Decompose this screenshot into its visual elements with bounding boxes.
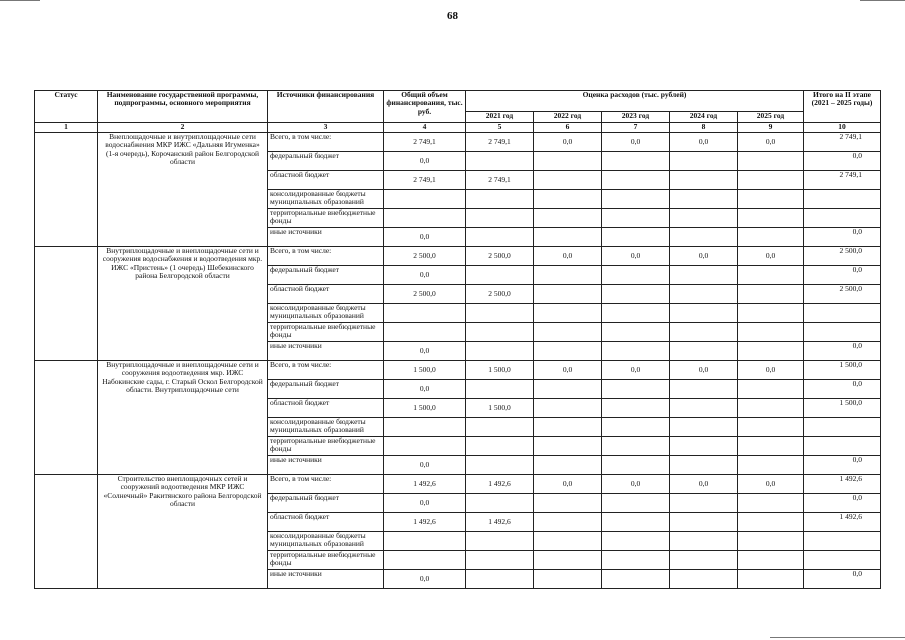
year-2023-cell — [602, 494, 670, 513]
header-year-2021: 2021 год — [466, 112, 534, 123]
total-cell — [384, 323, 466, 342]
column-number: 5 — [466, 123, 534, 133]
year-2022-cell: 0,0 — [534, 361, 602, 380]
source-cell: иные источники — [268, 228, 384, 247]
year-2024-cell — [670, 456, 738, 475]
year-2023-cell — [602, 152, 670, 171]
year-2024-cell — [670, 171, 738, 190]
year-2025-cell — [738, 532, 804, 551]
column-number: 1 — [35, 123, 98, 133]
stage-total-cell: 0,0 — [804, 152, 881, 171]
total-cell: 0,0 — [384, 228, 466, 247]
scan-edge-bottom — [770, 637, 905, 638]
year-2025-cell — [738, 209, 804, 228]
year-2021-cell — [466, 304, 534, 323]
stage-total-cell: 1 492,6 — [804, 513, 881, 532]
stage-total-cell: 1 500,0 — [804, 361, 881, 380]
year-2023-cell — [602, 399, 670, 418]
total-cell: 0,0 — [384, 456, 466, 475]
source-cell: областной бюджет — [268, 399, 384, 418]
stage-total-cell: 0,0 — [804, 494, 881, 513]
source-cell: федеральный бюджет — [268, 266, 384, 285]
year-2022-cell — [534, 171, 602, 190]
year-2021-cell: 1 492,6 — [466, 475, 534, 494]
source-cell: областной бюджет — [268, 513, 384, 532]
year-2021-cell — [466, 494, 534, 513]
year-2021-cell — [466, 570, 534, 589]
scan-edge-top — [0, 0, 40, 1]
year-2022-cell — [534, 380, 602, 399]
total-cell: 1 492,6 — [384, 475, 466, 494]
source-cell: Всего, в том числе: — [268, 247, 384, 266]
column-number: 9 — [738, 123, 804, 133]
year-2021-cell — [466, 380, 534, 399]
source-cell: территориальные внебюджетные фонды — [268, 209, 384, 228]
year-2022-cell — [534, 209, 602, 228]
year-2024-cell: 0,0 — [670, 247, 738, 266]
source-cell: федеральный бюджет — [268, 380, 384, 399]
year-2022-cell: 0,0 — [534, 133, 602, 152]
total-cell — [384, 532, 466, 551]
total-cell: 0,0 — [384, 494, 466, 513]
source-cell: иные источники — [268, 456, 384, 475]
total-cell: 0,0 — [384, 380, 466, 399]
column-number: 4 — [384, 123, 466, 133]
year-2023-cell — [602, 209, 670, 228]
year-2025-cell — [738, 266, 804, 285]
year-2023-cell — [602, 551, 670, 570]
total-cell — [384, 209, 466, 228]
year-2024-cell — [670, 418, 738, 437]
year-2021-cell — [466, 323, 534, 342]
year-2022-cell — [534, 323, 602, 342]
source-cell: консолидированные бюджеты муниципальных образований — [268, 418, 384, 437]
source-cell: консолидированные бюджеты муниципальных образований — [268, 304, 384, 323]
year-2023-cell — [602, 285, 670, 304]
year-2021-cell — [466, 228, 534, 247]
header-name: Наименование государственной программы, подпрограммы, основного мероприятия — [98, 91, 268, 123]
year-2025-cell — [738, 494, 804, 513]
year-2021-cell — [466, 437, 534, 456]
year-2024-cell — [670, 399, 738, 418]
program-name: Внутриплощадочные и внеплощадочные сети и сооружения водоснабжения и водоотведения мкр. ИЖС «Пристень» (1 очередь) Шебекинского района Белгородской области — [98, 247, 268, 361]
program-row — [35, 247, 881, 266]
year-2024-cell — [670, 437, 738, 456]
year-2022-cell — [534, 304, 602, 323]
status-cell — [35, 133, 98, 247]
budget-table — [34, 90, 881, 589]
total-cell: 1 500,0 — [384, 399, 466, 418]
source-cell: иные источники — [268, 570, 384, 589]
year-2025-cell: 0,0 — [738, 133, 804, 152]
year-2025-cell — [738, 456, 804, 475]
source-cell: территориальные внебюджетные фонды — [268, 551, 384, 570]
year-2022-cell — [534, 494, 602, 513]
year-2025-cell — [738, 285, 804, 304]
total-cell: 2 500,0 — [384, 285, 466, 304]
year-2025-cell: 0,0 — [738, 475, 804, 494]
source-cell: территориальные внебюджетные фонды — [268, 323, 384, 342]
year-2024-cell — [670, 380, 738, 399]
year-2023-cell: 0,0 — [602, 133, 670, 152]
column-number-row — [35, 123, 881, 133]
year-2023-cell: 0,0 — [602, 247, 670, 266]
year-2024-cell — [670, 342, 738, 361]
header-source: Источники финансирования — [268, 91, 384, 123]
year-2023-cell — [602, 437, 670, 456]
stage-total-cell — [804, 437, 881, 456]
source-cell: областной бюджет — [268, 285, 384, 304]
year-2023-cell — [602, 266, 670, 285]
source-cell: территориальные внебюджетные фонды — [268, 437, 384, 456]
year-2022-cell — [534, 570, 602, 589]
year-2024-cell — [670, 570, 738, 589]
source-cell: областной бюджет — [268, 171, 384, 190]
year-2024-cell — [670, 513, 738, 532]
stage-total-cell — [804, 323, 881, 342]
year-2025-cell — [738, 551, 804, 570]
year-2025-cell — [738, 342, 804, 361]
year-2023-cell — [602, 323, 670, 342]
total-cell: 0,0 — [384, 266, 466, 285]
year-2025-cell — [738, 171, 804, 190]
year-2023-cell — [602, 228, 670, 247]
year-2025-cell — [738, 152, 804, 171]
source-cell: федеральный бюджет — [268, 494, 384, 513]
stage-total-cell — [804, 532, 881, 551]
year-2021-cell — [466, 209, 534, 228]
year-2021-cell: 1 500,0 — [466, 399, 534, 418]
year-2022-cell — [534, 152, 602, 171]
scan-edge-top-right — [860, 0, 905, 1]
source-cell: иные источники — [268, 342, 384, 361]
year-2023-cell: 0,0 — [602, 475, 670, 494]
year-2022-cell — [534, 190, 602, 209]
year-2024-cell — [670, 304, 738, 323]
year-2021-cell — [466, 551, 534, 570]
source-cell: Всего, в том числе: — [268, 133, 384, 152]
total-cell: 2 749,1 — [384, 133, 466, 152]
year-2022-cell: 0,0 — [534, 247, 602, 266]
year-2024-cell — [670, 266, 738, 285]
year-2023-cell — [602, 380, 670, 399]
stage-total-cell: 0,0 — [804, 380, 881, 399]
year-2025-cell: 0,0 — [738, 361, 804, 380]
program-name: Внутриплощадочные и внеплощадочные сети и сооружения водоотведения мкр. ИЖС Набокинские сады, г. Старый Оскол Белгородской области. Внутриплощадочные сети — [98, 361, 268, 475]
year-2021-cell: 2 500,0 — [466, 285, 534, 304]
year-2024-cell — [670, 152, 738, 171]
year-2025-cell — [738, 399, 804, 418]
status-cell — [35, 475, 98, 589]
year-2023-cell: 0,0 — [602, 361, 670, 380]
year-2025-cell — [738, 570, 804, 589]
stage-total-cell — [804, 304, 881, 323]
year-2023-cell — [602, 532, 670, 551]
year-2025-cell — [738, 228, 804, 247]
year-2025-cell — [738, 323, 804, 342]
stage-total-cell — [804, 209, 881, 228]
source-cell: Всего, в том числе: — [268, 361, 384, 380]
header-year-2024: 2024 год — [670, 112, 738, 123]
year-2023-cell — [602, 570, 670, 589]
year-2021-cell — [466, 456, 534, 475]
year-2022-cell — [534, 342, 602, 361]
total-cell: 0,0 — [384, 152, 466, 171]
total-cell: 2 749,1 — [384, 171, 466, 190]
year-2024-cell: 0,0 — [670, 475, 738, 494]
year-2025-cell — [738, 513, 804, 532]
year-2024-cell — [670, 190, 738, 209]
stage-total-cell: 0,0 — [804, 228, 881, 247]
year-2023-cell — [602, 418, 670, 437]
stage-total-cell: 1 492,6 — [804, 475, 881, 494]
stage-total-cell: 0,0 — [804, 456, 881, 475]
column-number: 6 — [534, 123, 602, 133]
stage-total-cell — [804, 190, 881, 209]
year-2025-cell — [738, 418, 804, 437]
year-2022-cell — [534, 532, 602, 551]
total-cell — [384, 418, 466, 437]
year-2021-cell — [466, 266, 534, 285]
budget-body — [35, 133, 881, 589]
header-year-2025: 2025 год — [738, 112, 804, 123]
year-2024-cell: 0,0 — [670, 133, 738, 152]
year-2023-cell — [602, 456, 670, 475]
year-2025-cell — [738, 190, 804, 209]
year-2024-cell — [670, 532, 738, 551]
year-2022-cell — [534, 513, 602, 532]
year-2024-cell — [670, 323, 738, 342]
year-2022-cell — [534, 285, 602, 304]
stage-total-cell — [804, 418, 881, 437]
status-cell — [35, 247, 98, 361]
year-2022-cell — [534, 266, 602, 285]
page-number: 68 — [447, 10, 458, 22]
year-2025-cell — [738, 304, 804, 323]
year-2021-cell — [466, 152, 534, 171]
program-name: Внеплощадочные и внутриплощадочные сети водоснабжения МКР ИЖС «Дальняя Игуменка» (1-я очередь), Корочанский район Белгородской области — [98, 133, 268, 247]
year-2023-cell — [602, 171, 670, 190]
header-stage-total: Итого на II этапе (2021 – 2025 годы) — [804, 91, 881, 123]
program-row — [35, 475, 881, 494]
year-2021-cell: 1 492,6 — [466, 513, 534, 532]
year-2021-cell: 2 749,1 — [466, 171, 534, 190]
year-2024-cell — [670, 285, 738, 304]
year-2025-cell — [738, 437, 804, 456]
stage-total-cell: 2 500,0 — [804, 247, 881, 266]
year-2024-cell — [670, 494, 738, 513]
stage-total-cell: 1 500,0 — [804, 399, 881, 418]
total-cell — [384, 437, 466, 456]
stage-total-cell: 2 749,1 — [804, 171, 881, 190]
column-number: 3 — [268, 123, 384, 133]
year-2022-cell — [534, 228, 602, 247]
year-2023-cell — [602, 342, 670, 361]
program-row — [35, 133, 881, 152]
year-2022-cell — [534, 418, 602, 437]
stage-total-cell: 0,0 — [804, 570, 881, 589]
year-2021-cell: 1 500,0 — [466, 361, 534, 380]
total-cell: 1 500,0 — [384, 361, 466, 380]
stage-total-cell — [804, 551, 881, 570]
year-2021-cell — [466, 532, 534, 551]
year-2023-cell — [602, 513, 670, 532]
year-2021-cell: 2 749,1 — [466, 133, 534, 152]
total-cell: 0,0 — [384, 570, 466, 589]
total-cell: 2 500,0 — [384, 247, 466, 266]
year-2024-cell: 0,0 — [670, 361, 738, 380]
stage-total-cell: 0,0 — [804, 342, 881, 361]
header-year-2022: 2022 год — [534, 112, 602, 123]
source-cell: консолидированные бюджеты муниципальных образований — [268, 532, 384, 551]
stage-total-cell: 0,0 — [804, 266, 881, 285]
year-2023-cell — [602, 190, 670, 209]
stage-total-cell: 2 749,1 — [804, 133, 881, 152]
year-2022-cell — [534, 456, 602, 475]
year-2025-cell: 0,0 — [738, 247, 804, 266]
status-cell — [35, 361, 98, 475]
source-cell: Всего, в том числе: — [268, 475, 384, 494]
program-name: Строительство внеплощадочных сетей и сооружений водоотведения МКР ИЖС «Солнечный» Ракитянского района Белгородской области — [98, 475, 268, 589]
header-status: Статус — [35, 91, 98, 123]
year-2021-cell — [466, 342, 534, 361]
year-2025-cell — [738, 380, 804, 399]
column-number: 2 — [98, 123, 268, 133]
year-2024-cell — [670, 209, 738, 228]
source-cell: консолидированные бюджеты муниципальных образований — [268, 190, 384, 209]
total-cell — [384, 190, 466, 209]
total-cell — [384, 304, 466, 323]
header-estimate: Оценка расходов (тыс. рублей) — [466, 91, 804, 112]
total-cell: 1 492,6 — [384, 513, 466, 532]
header-row — [35, 91, 881, 112]
total-cell — [384, 551, 466, 570]
year-2022-cell — [534, 437, 602, 456]
header-year-2023: 2023 год — [602, 112, 670, 123]
year-2021-cell: 2 500,0 — [466, 247, 534, 266]
year-2022-cell — [534, 551, 602, 570]
column-number: 7 — [602, 123, 670, 133]
program-row — [35, 361, 881, 380]
column-number: 10 — [804, 123, 881, 133]
year-2024-cell — [670, 228, 738, 247]
year-2021-cell — [466, 190, 534, 209]
header-total-volume: Общий объем финансирования, тыс. руб. — [384, 91, 466, 123]
year-2022-cell: 0,0 — [534, 475, 602, 494]
source-cell: федеральный бюджет — [268, 152, 384, 171]
year-2021-cell — [466, 418, 534, 437]
year-2024-cell — [670, 551, 738, 570]
column-number: 8 — [670, 123, 738, 133]
year-2023-cell — [602, 304, 670, 323]
total-cell: 0,0 — [384, 342, 466, 361]
stage-total-cell: 2 500,0 — [804, 285, 881, 304]
year-2022-cell — [534, 399, 602, 418]
